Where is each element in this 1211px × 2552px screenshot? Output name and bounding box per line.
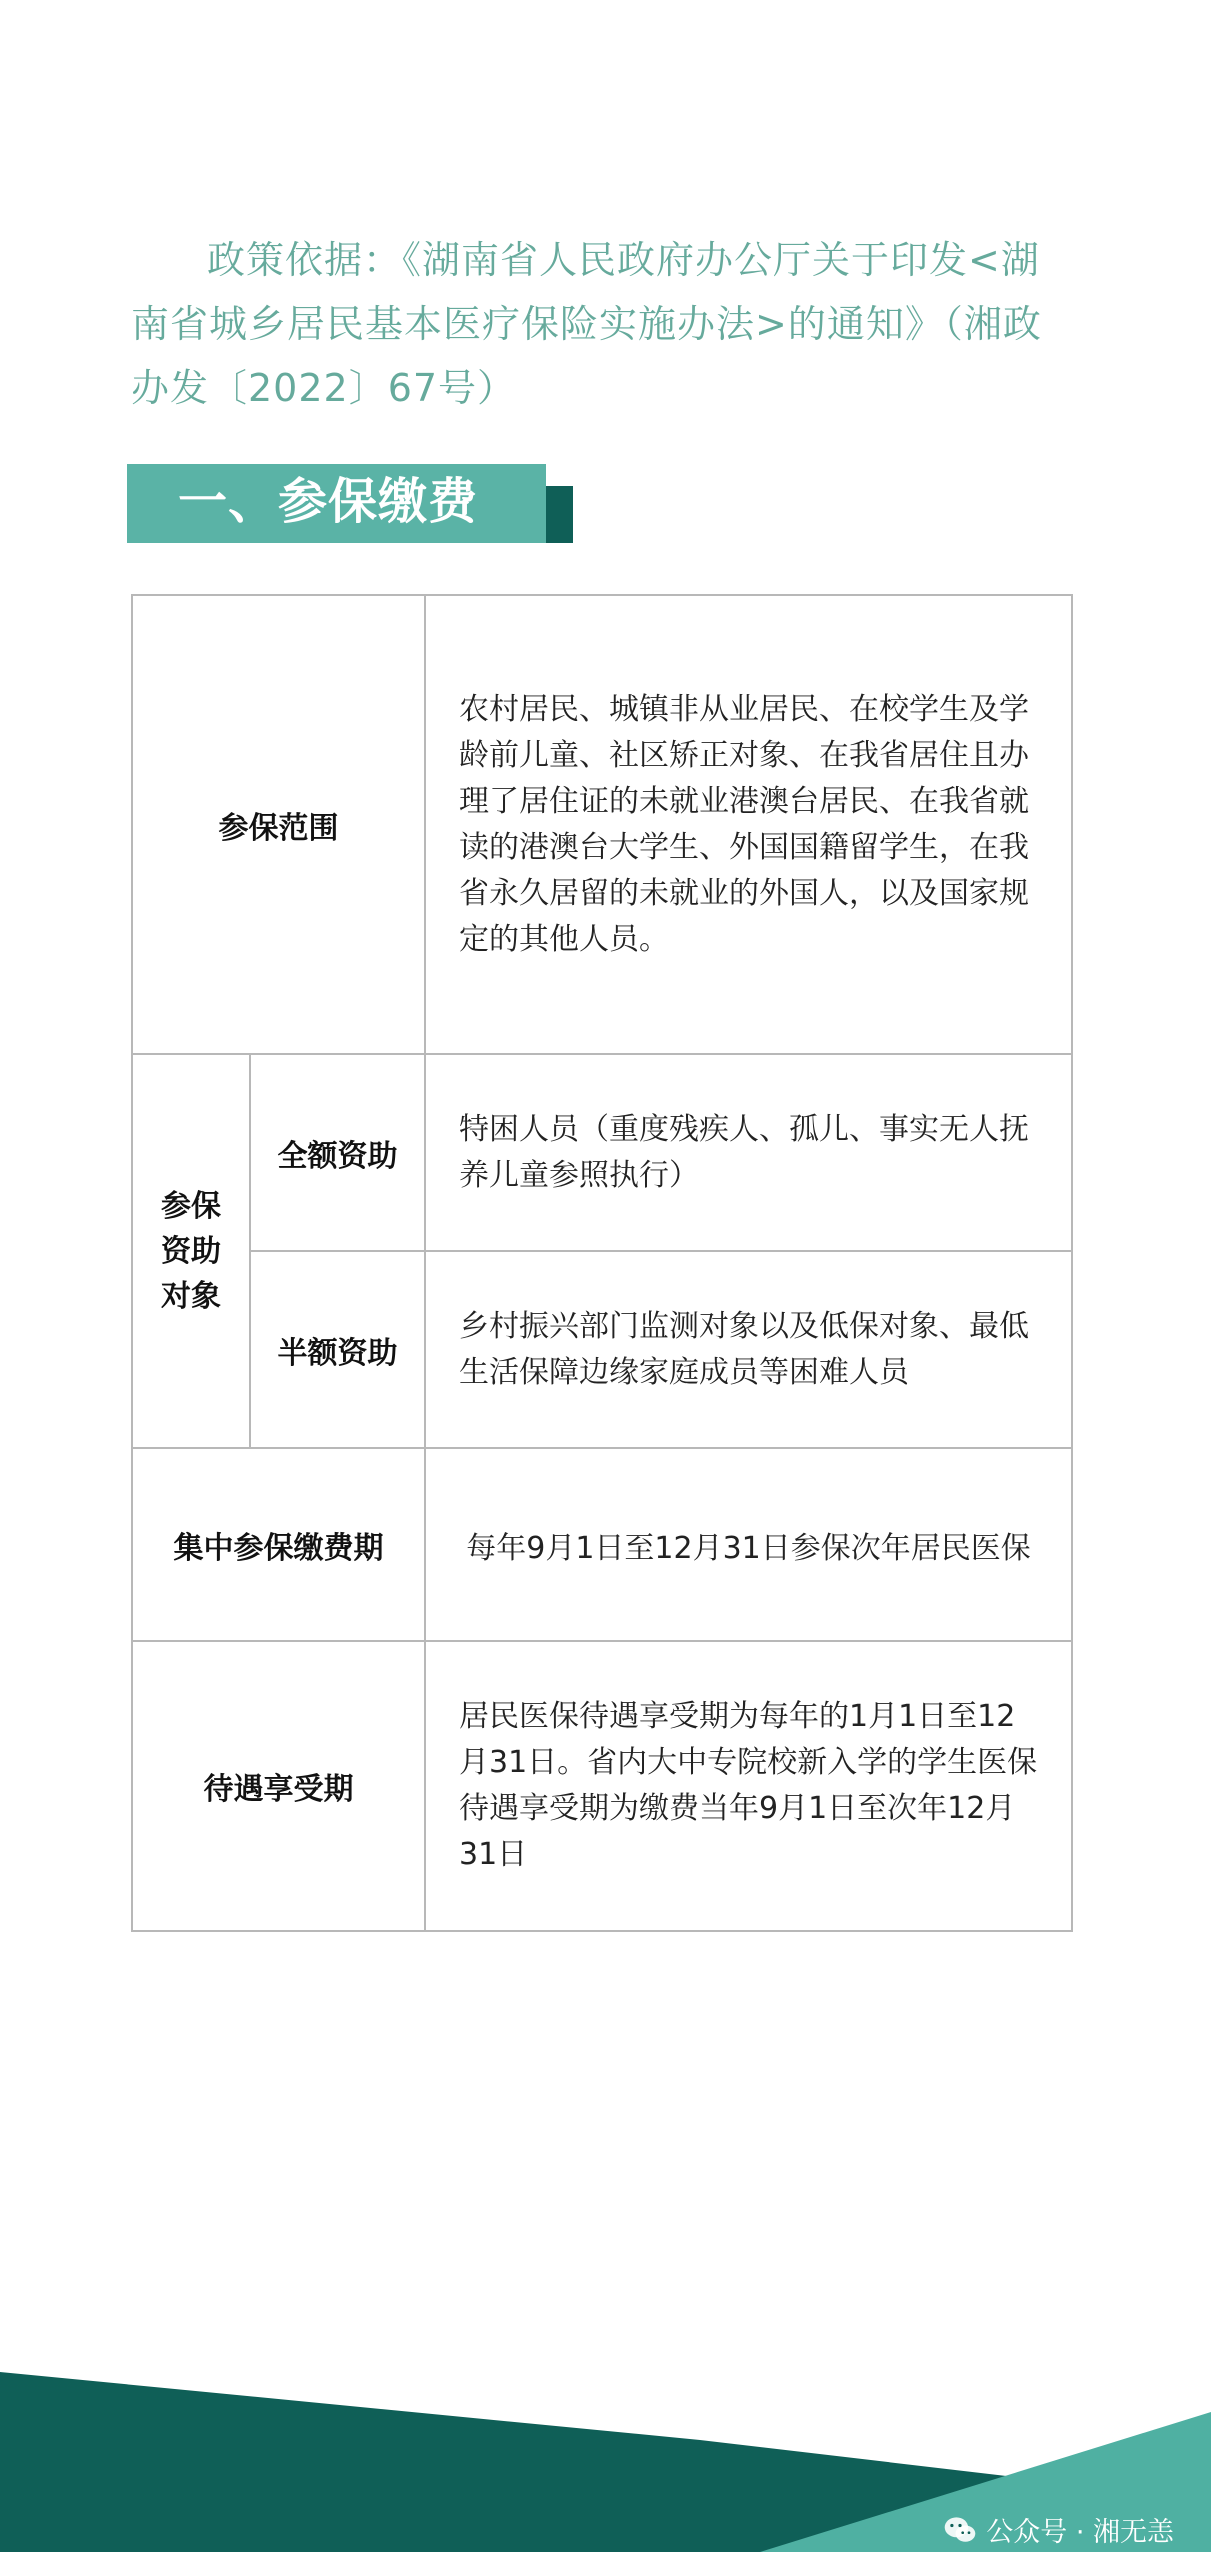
subsidy-label-line-1: 参保 xyxy=(161,1188,221,1224)
half-subsidy-label: 半额资助 xyxy=(250,1251,425,1448)
subsidy-label-line-2: 资助 xyxy=(161,1233,221,1269)
benefit-period-text: 居民医保待遇享受期为每年的1月1日至12月31日。省内大中专院校新入学的学生医保待遇享受期为缴费当年9月1日至次年12月31日 xyxy=(425,1641,1072,1931)
half-subsidy-text: 乡村振兴部门监测对象以及低保对象、最低生活保障边缘家庭成员等困难人员 xyxy=(425,1251,1072,1448)
footer-account: 公众号 · 湘无恙 xyxy=(986,2517,1174,2548)
footer-brand xyxy=(942,2510,1174,2549)
payment-period-label: 集中参保缴费期 xyxy=(132,1448,425,1641)
subsidy-label-line-3: 对象 xyxy=(161,1278,221,1314)
section-title: 一、参保缴费 xyxy=(178,473,479,530)
full-subsidy-label: 全额资助 xyxy=(250,1054,425,1251)
payment-period-text: 每年9月1日至12月31日参保次年居民医保 xyxy=(425,1448,1072,1641)
policy-basis: 政策依据：《湖南省人民政府办公厅关于印发<湖南省城乡居民基本医疗保险实施办法>的通知》（湘政办发〔2022〕67号） xyxy=(131,238,1042,410)
full-subsidy-text: 特困人员（重度残疾人、孤儿、事实无人抚养儿童参照执行） xyxy=(425,1054,1072,1251)
benefit-period-label: 待遇享受期 xyxy=(132,1641,425,1931)
scope-text: 农村居民、城镇非从业居民、在校学生及学龄前儿童、社区矫正对象、在我省居住且办理了居住证的未就业港澳台居民、在我省就读的港澳台大学生、外国国籍留学生，在我省永久居留的未就业的外国人，以及国家规定的其他人员。 xyxy=(425,595,1072,1054)
scope-label: 参保范围 xyxy=(132,595,425,1054)
wechat-icon xyxy=(942,2512,978,2548)
